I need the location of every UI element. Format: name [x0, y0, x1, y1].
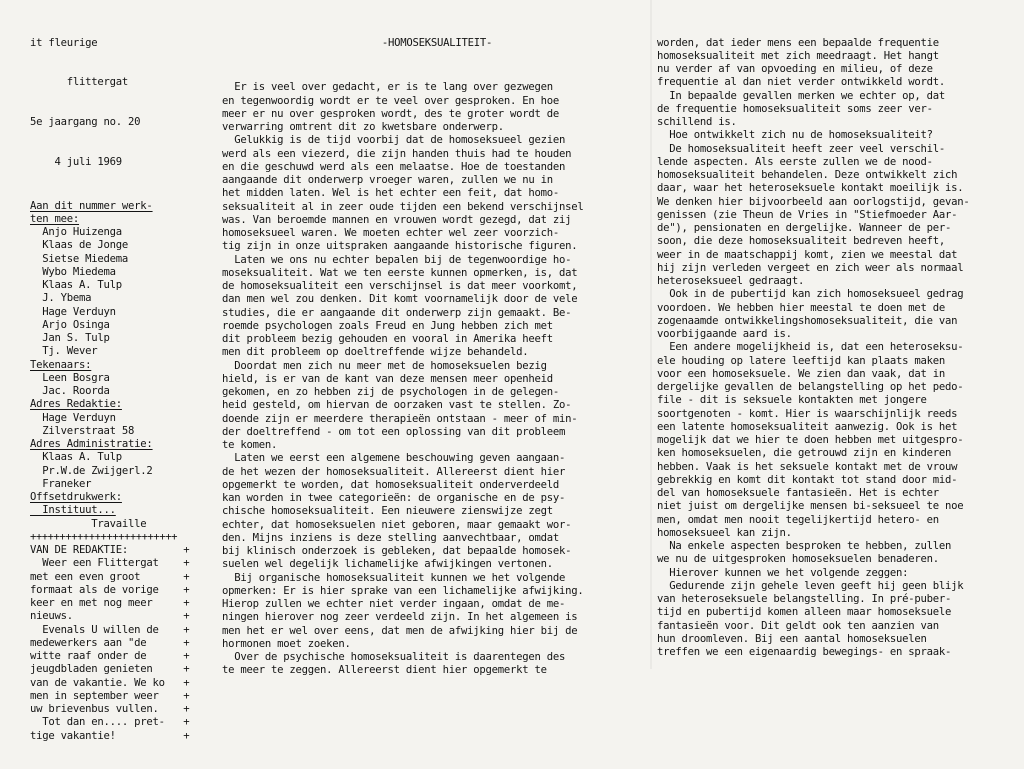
- text-line: Over de psychische homoseksualiteit is daarentegen des: [222, 651, 566, 663]
- text-line: VAN DE REDAKTIE: +: [30, 544, 190, 556]
- text-line: niet juist om dergelijke mensen bi-seksueel te noe: [657, 500, 964, 513]
- text-line: Er is veel over gedacht, er is te lang over gezwegen: [222, 81, 553, 94]
- text-line: Aan dit nummer werk-: [30, 199, 153, 212]
- text-line: hun droomleven. Bij een aantal homoseksuelen: [657, 632, 927, 645]
- text-line: homoseksualiteit behandelen. Deze ontwikkelt zich: [657, 169, 958, 181]
- text-line: hield, is er van de kant van deze mensen meer openheid: [222, 372, 553, 385]
- text-line: gebrekkig en komt dit kontakt tot stand door mid-: [657, 473, 958, 486]
- text-line: Hoe ontwikkelt zich nu de homoseksualiteit?: [657, 129, 933, 142]
- text-line: Pr.W.de Zwijgerl.2: [30, 464, 153, 477]
- text-line: Instituut...: [30, 504, 116, 517]
- text-line: Jan S. Tulp: [30, 332, 110, 344]
- text-line: hij zijn verleden vergeet en zich weer als normaal: [657, 261, 964, 274]
- text-line: lende aspecten. Als eerste zullen we de nood-: [657, 155, 933, 168]
- text-line: kan worden in twee categorieën: de organische en de psy-: [222, 492, 566, 504]
- text-line: Travaille: [30, 517, 147, 530]
- text-line: Arjo Osinga: [30, 318, 110, 331]
- article-body-part-2: [657, 37, 1017, 660]
- text-line: Evenals U willen de +: [30, 623, 190, 636]
- text-line: den. Mijns inziens is deze stelling aanvechtbaar, omdat: [222, 531, 560, 544]
- text-line: Adres Administratie:: [30, 438, 153, 450]
- text-line: we nu de uitgesproken homoseksuelen benaderen.: [657, 553, 939, 566]
- text-line: was. Van beroemde mannen en vrouwen wordt gezegd, dat zij: [222, 213, 572, 226]
- masthead-line: flittergat: [30, 76, 129, 89]
- text-line: Offsetdrukwerk:: [30, 491, 122, 503]
- text-line: Tekenaars:: [30, 358, 92, 371]
- text-line: Doordat men zich nu meer met de homoseksuelen bezig: [222, 359, 547, 372]
- text-line: Tot dan en.... pret- +: [30, 716, 190, 729]
- text-line: mogelijk dat we hier te doen hebben met uitgespro-: [657, 434, 964, 446]
- text-line: +++++++++++++++++++++++++: [30, 530, 177, 543]
- text-line: de frequentie homoseksualiteit soms zeer ver-: [657, 102, 933, 115]
- text-line: homoseksueel waren. We moeten echter wel zeer voorzich-: [222, 227, 560, 239]
- text-line: schillend is.: [657, 116, 737, 128]
- text-line: Gelukkig is de tijd voorbij dat de homoseksueel gezien: [222, 134, 566, 147]
- text-line: het midden laten. Wel is het echter een feit, dat homo-: [222, 187, 560, 200]
- text-line: zogenaamde ontwikkelingshomoseksualiteit, die van: [657, 314, 958, 327]
- text-line: Klaas de Jonge: [30, 239, 129, 252]
- text-line: formaat als de vorige +: [30, 583, 190, 596]
- middle-column: [222, 10, 652, 704]
- text-line: men het er wel over eens, dat men de afwijking hier bij de: [222, 624, 578, 637]
- text-line: en tegenwoordig wordt er te veel over gesproken. En hoe: [222, 94, 560, 107]
- text-line: Adres Redaktie:: [30, 398, 122, 411]
- text-line: tig zijn in onze uitspraken aangaande historische figuren.: [222, 240, 578, 253]
- text-line: Een andere mogelijkheid is, dat een heteroseksu-: [657, 341, 964, 354]
- text-line: witte raaf onder de +: [30, 650, 190, 662]
- text-line: chische homoseksualiteit. Een nieuwere zienswijze zegt: [222, 505, 553, 518]
- text-line: soortgenoten - komt. Hier is waarschijnlijk reeds: [657, 407, 958, 420]
- text-line: Hierop zullen we echter niet verder ingaan, omdat de me-: [222, 598, 566, 610]
- text-line: de homoseksualiteit een verschijnsel is dat meer voorkomt,: [222, 280, 578, 292]
- text-line: Weer een Flittergat +: [30, 557, 190, 570]
- colophon: [30, 200, 220, 743]
- text-line: ken homoseksuelen, die getrouwd zijn en kinderen: [657, 447, 952, 460]
- text-line: weer in de maatschappij komt, zien we meestal dat: [657, 248, 958, 261]
- text-line: te komen.: [222, 439, 278, 451]
- text-line: We denken hier bijvoorbeeld aan oorlogstijd, gevan-: [657, 195, 970, 208]
- text-line: ten mee:: [30, 212, 80, 225]
- text-line: dit probleem bezig gehouden en vooral in Amerika heeft: [222, 333, 553, 345]
- text-line: homoseksualiteit met zich meedraagt. Het hangt: [657, 49, 939, 62]
- text-line: fantasieën voor. Dit geldt ook ten aanzien van: [657, 619, 939, 632]
- text-line: aangaande dit onderwerp vroeger waren, zullen we nu in: [222, 174, 553, 186]
- text-line: jeugdbladen genieten +: [30, 663, 190, 676]
- text-line: Gedurende zijn gehele leven geeft hij geen blijk: [657, 579, 964, 592]
- text-line: keer en met nog meer +: [30, 597, 190, 609]
- text-line: men, omdat men nooit tegelijkertijd hetero- en: [657, 513, 939, 526]
- text-line: met een even groot +: [30, 570, 190, 583]
- text-line: Laten we ons nu echter bepalen bij de tegenwoordige ho-: [222, 253, 572, 266]
- text-line: opmerken: Er is hier sprake van een lichamelijke afwijking.: [222, 584, 584, 597]
- text-line: Hage Verduyn: [30, 305, 116, 318]
- text-line: der doeltreffend - om tot een oplossing van dit probleem: [222, 425, 566, 438]
- text-line: Wybo Miedema: [30, 265, 116, 278]
- text-line: Hierover kunnen we het volgende zeggen:: [657, 566, 909, 579]
- text-line: opgemerkt te worden, dat homoseksualiteit onderverdeeld: [222, 478, 560, 491]
- text-line: studies, die er aangaande dit onderwerp zijn gemaakt. Be-: [222, 306, 572, 319]
- text-line: voor een homoseksuele. We zien dan vaak, dat in: [657, 367, 946, 380]
- text-line: De homoseksualiteit heeft zeer veel verschil-: [657, 142, 946, 155]
- article-body-part-1: [222, 81, 652, 677]
- text-line: Zilverstraat 58: [30, 424, 135, 437]
- text-line: suelen wel degelijk lichamelijke afwijkingen vertonen.: [222, 558, 553, 571]
- text-line: Anjo Huizenga: [30, 226, 122, 238]
- text-line: Hage Verduyn: [30, 411, 116, 424]
- text-line: Franeker: [30, 477, 92, 490]
- text-line: Na enkele aspecten besproken te hebben, zullen: [657, 540, 952, 552]
- text-line: nieuws. +: [30, 610, 190, 623]
- text-line: uw brievenbus vullen. +: [30, 703, 190, 715]
- text-line: voorbijgaande aard is.: [657, 328, 792, 340]
- text-line: van heteroseksuele belangstelling. In pré-puber-: [657, 593, 952, 605]
- right-column: [657, 10, 1017, 686]
- text-line: Bij organische homoseksualiteit kunnen we het volgende: [222, 571, 566, 584]
- text-line: een latente homoseksualiteit aanwezig. Ook is het: [657, 420, 958, 433]
- masthead-line: 4 juli 1969: [30, 155, 122, 168]
- text-line: Sietse Miedema: [30, 252, 129, 265]
- text-line: doende zijn er meerdere therapieën ontstaan - meer of min-: [222, 412, 578, 425]
- text-line: hebben. Vaak is het seksuele kontakt met de vrouw: [657, 460, 958, 473]
- text-line: nu verder af van opvoeding en milieu, of deze: [657, 63, 933, 75]
- text-line: ele houding op latere leeftijd kan plaats maken: [657, 354, 946, 367]
- text-line: men in september weer +: [30, 689, 190, 702]
- text-line: echter, dat homoseksuelen niet geboren, maar gemaakt wor-: [222, 518, 572, 531]
- text-line: de het wezen der homoseksualiteit. Allereerst dient hier: [222, 465, 566, 478]
- text-line: verwarring omtrent dit zo kwetsbare onderwerp.: [222, 121, 504, 133]
- text-line: In bepaalde gevallen merken we echter op, dat: [657, 89, 946, 102]
- text-line: tijd en pubertijd komen alleen maar homoseksuele: [657, 606, 952, 619]
- text-line: meer er nu over gesproken wordt, des te groter wordt de: [222, 107, 560, 120]
- text-line: heid gesteld, om hiervan de oorzaken vast te stellen. Zo-: [222, 399, 572, 412]
- text-line: gekomen, en zo hebben zij de psychologen in de gelegen-: [222, 386, 560, 398]
- text-line: hormonen moet zoeken.: [222, 637, 351, 650]
- masthead-line: it fleurige: [30, 36, 98, 49]
- text-line: Tj. Wever: [30, 345, 98, 358]
- text-line: medewerkers aan "de +: [30, 636, 190, 649]
- text-line: de"), pensionaten en dergelijke. Wanneer de per-: [657, 222, 952, 234]
- text-line: bij klinisch onderzoek is gebleken, dat bepaalde homosek-: [222, 545, 572, 557]
- left-column: [30, 10, 220, 769]
- text-line: seksualiteit al in zeer oude tijden een bekend verschijnsel: [222, 200, 584, 213]
- text-line: file - dit is seksuele kontakten met jongere: [657, 394, 927, 407]
- text-line: worden, dat ieder mens een bepaalde frequentie: [657, 36, 939, 49]
- text-line: moseksualiteit. Wat we ten eerste kunnen opmerken, is, dat: [222, 266, 578, 279]
- text-line: heteroseksueel gedraagt.: [657, 275, 805, 287]
- text-line: werd als een viezerd, die zijn handen thuis had te houden: [222, 147, 572, 160]
- text-line: del van homoseksuele fantasieën. Het is echter: [657, 487, 939, 499]
- text-line: soon, die deze homoseksualiteit bedreven heeft,: [657, 235, 946, 248]
- text-line: roemde psychologen zoals Freud en Jung hebben zich met: [222, 319, 553, 332]
- text-line: van de vakantie. We ko +: [30, 676, 190, 689]
- text-line: Ook in de pubertijd kan zich homoseksueel gedrag: [657, 288, 964, 301]
- text-line: Jac. Roorda: [30, 385, 110, 397]
- text-line: en die geschuwd werd als een melaatse. Hoe de toestanden: [222, 160, 566, 173]
- text-line: voordoen. We hebben hier meestal te doen met de: [657, 301, 946, 314]
- text-line: dergelijke gevallen de belangstelling op het pedo-: [657, 381, 964, 393]
- text-line: ningen hierover nog zeer verdeeld zijn. In het algemeen is: [222, 611, 578, 624]
- text-line: tige vakantie! +: [30, 729, 190, 742]
- text-line: daar, waar het heteroseksuele kontakt moeilijk is.: [657, 182, 964, 195]
- text-line: homoseksueel kan zijn.: [657, 526, 792, 539]
- text-line: Klaas A. Tulp: [30, 279, 122, 291]
- text-line: Klaas A. Tulp: [30, 451, 122, 464]
- masthead-line: 5e jaargang no. 20: [30, 116, 141, 128]
- text-line: te meer te zeggen. Allereerst dient hier opgemerkt te: [222, 664, 547, 677]
- text-line: Leen Bosgra: [30, 371, 110, 384]
- text-line: treffen we een eigenaardig bewegings- en spraak-: [657, 646, 952, 658]
- text-line: dan men wel zou denken. Dit komt voornamelijk door de vele: [222, 293, 578, 306]
- text-line: Laten we eerst een algemene beschouwing geven aangaan-: [222, 452, 566, 465]
- text-line: J. Ybema: [30, 292, 92, 305]
- text-line: genissen (zie Theun de Vries in "Stiefmoeder Aar-: [657, 208, 958, 221]
- text-line: men dit probleem op doeltreffende wijze behandeld.: [222, 346, 529, 359]
- text-line: frequentie al dan niet verder ontwikkeld wordt.: [657, 76, 946, 89]
- article-title: -HOMOSEKSUALITEIT-: [381, 36, 493, 49]
